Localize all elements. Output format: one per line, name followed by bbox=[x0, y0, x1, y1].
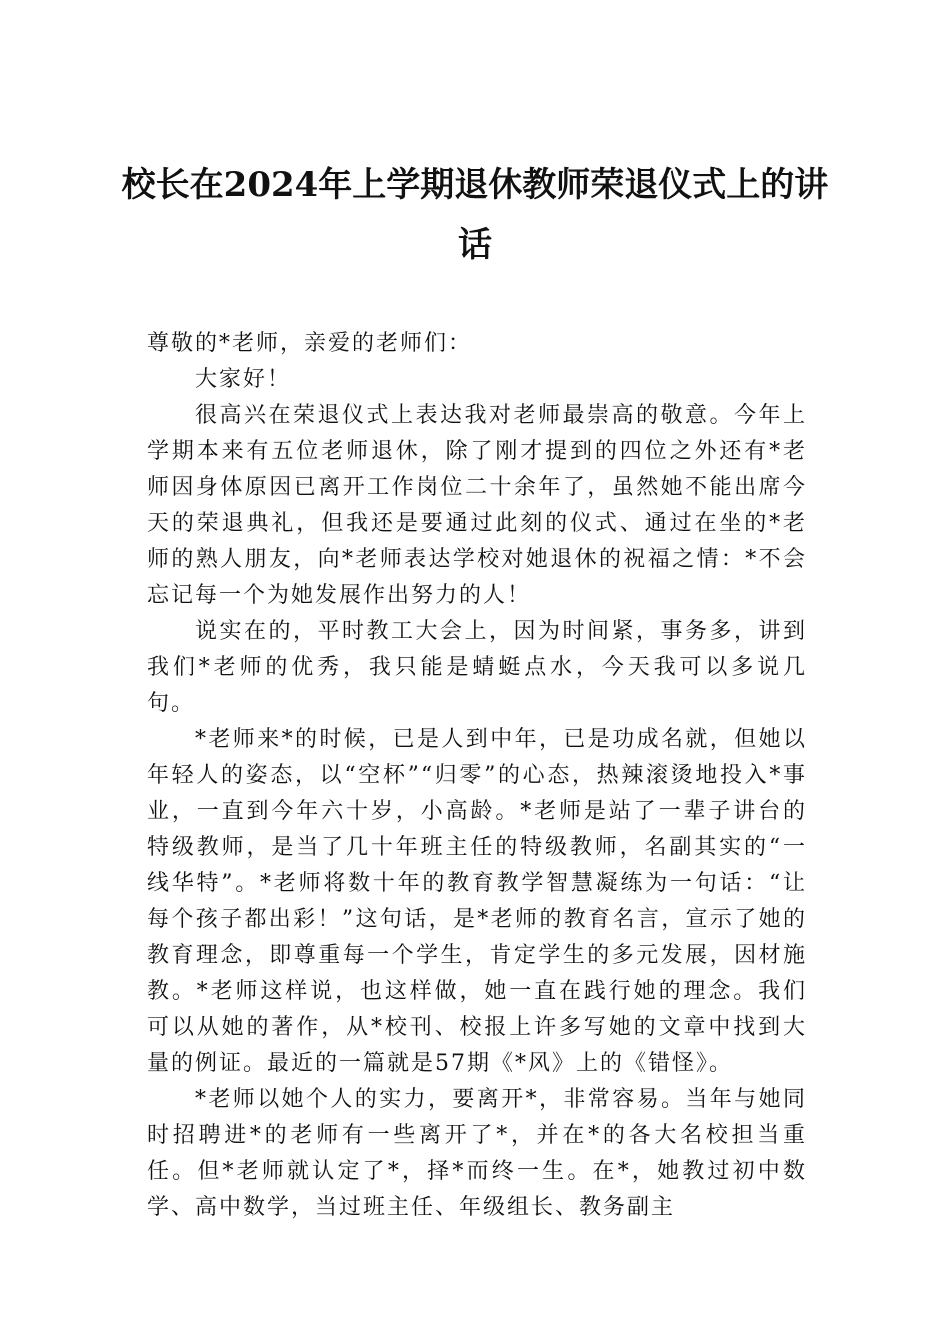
document-body bbox=[147, 326, 807, 1226]
document-title: 校长在2024年上学期退休教师荣退仪式上的讲话 bbox=[121, 165, 829, 265]
salutation: 尊敬的*老师，亲爱的老师们： bbox=[147, 331, 473, 356]
paragraph: *老师以她个人的实力，要离开*，非常容易。当年与她同时招聘进*的老师有一些离开了*，并在*的各大名校担当重任。但*老师就认定了*，择*而终一生。在*，她教过初中数学、高中数学，当过班主任、年级组长、教务副主 bbox=[147, 1087, 807, 1220]
paragraph: *老师来*的时候，已是人到中年，已是功成名就，但她以年轻人的姿态，以“空杯”“归零”的心态，热辣滚烫地投入*事业，一直到今年六十岁，小高龄。*老师是站了一辈子讲台的特级教师，是当了几十年班主任的特级教师，名副其实的“一线华特”。*老师将数十年的教育教学智慧凝练为一句话：“让每个孩子都出彩！”这句话，是*老师的教育名言，宣示了她的教育理念，即尊重每一个学生，肯定学生的多元发展，因材施教。*老师这样说，也这样做，她一直在践行她的理念。我们可以从她的著作，从*校刊、校报上许多写她的文章中找到大量的例证。最近的一篇就是57期《*风》上的《错怪》。 bbox=[147, 727, 807, 1076]
paragraph: 说实在的，平时教工大会上，因为时间紧，事务多，讲到我们*老师的优秀，我只能是蜻蜓点水，今天我可以多说几句。 bbox=[147, 619, 807, 716]
paragraph: 很高兴在荣退仪式上表达我对老师最崇高的敬意。今年上学期本来有五位老师退休，除了刚才提到的四位之外还有*老师因身体原因已离开工作岗位二十余年了，虽然她不能出席今天的荣退典礼，但我还是要通过此刻的仪式、通过在坐的*老师的熟人朋友，向*老师表达学校对她退休的祝福之情：*不会忘记每一个为她发展作出努力的人！ bbox=[147, 403, 807, 608]
paragraph-greeting: 大家好！ bbox=[195, 367, 292, 392]
